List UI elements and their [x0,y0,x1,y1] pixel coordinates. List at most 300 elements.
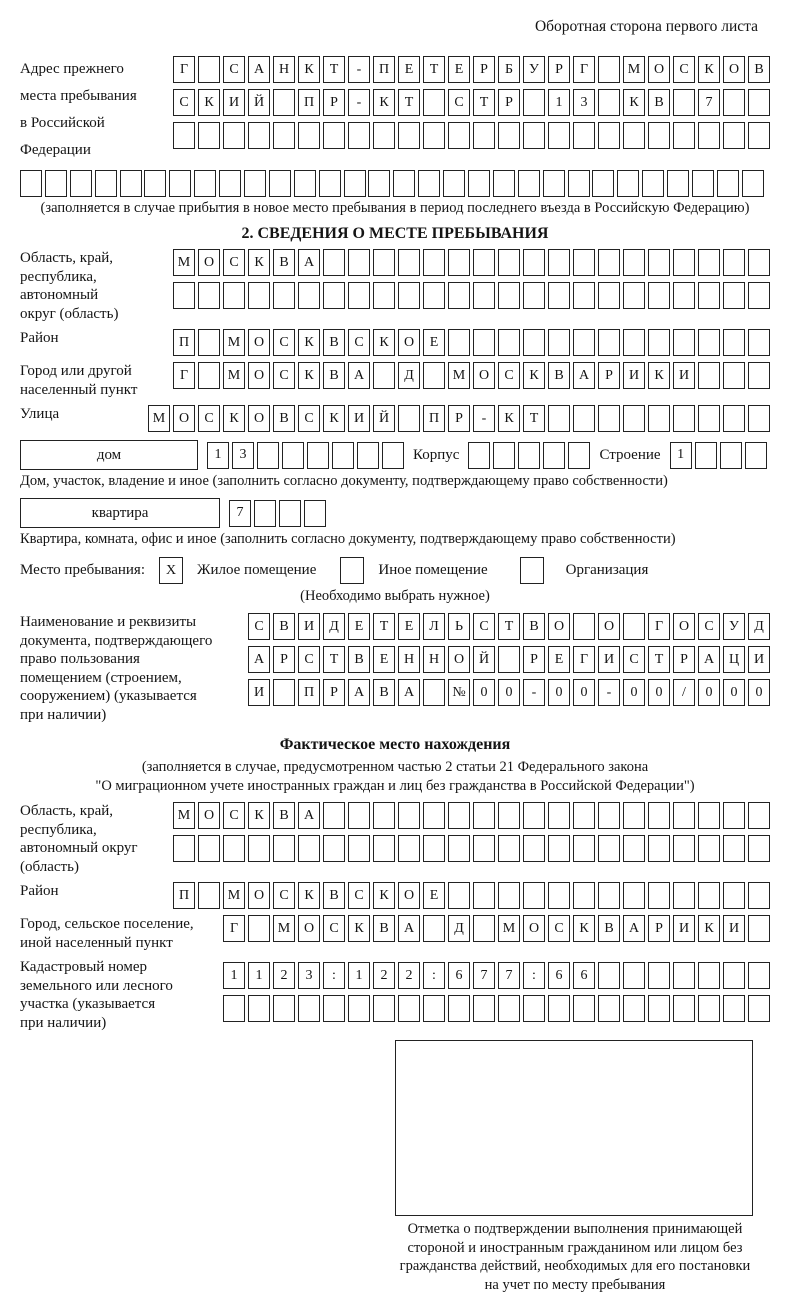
char-cell [273,122,295,149]
char-cell [698,362,720,389]
char-cell [373,122,395,149]
char-cell [498,329,520,356]
char-cell: Е [398,613,420,640]
char-cell [473,835,495,862]
char-cell [720,442,742,469]
char-cell-row [173,249,770,276]
char-cell [698,282,720,309]
char-cell [223,122,245,149]
char-cell: М [223,362,245,389]
char-cell: 0 [498,679,520,706]
label-line: республика, [20,821,138,840]
char-cell [573,405,595,432]
char-cell [257,442,279,469]
label-line: Город, сельское поселение, [20,915,194,934]
char-cell: С [498,362,520,389]
char-cell: Й [248,89,270,116]
district-label: Район [20,329,59,348]
char-cell: А [698,646,720,673]
char-cell [623,249,645,276]
char-cell-row [207,442,404,469]
char-cell-row [173,329,770,356]
char-cell [373,249,395,276]
char-cell: С [273,329,295,356]
char-cell [348,282,370,309]
char-cell [523,89,545,116]
actual-district-field [20,882,770,909]
label-line: населенный пункт [20,381,137,400]
char-cell: 2 [398,962,420,989]
confirmation-stamp-box [395,1040,753,1216]
actual-district-label: Район [20,882,59,901]
char-cell: О [248,882,270,909]
char-cell: М [173,802,195,829]
char-cell [723,405,745,432]
checkbox-residential: X [159,557,183,584]
label-line: (область) [20,858,138,877]
char-cell [173,282,195,309]
char-cell [667,170,689,197]
char-cell [448,995,470,1022]
char-cell: 7 [473,962,495,989]
char-cell [398,802,420,829]
char-cell [273,282,295,309]
char-cell [573,329,595,356]
char-cell [423,915,445,942]
char-cell [568,442,590,469]
option-organization-label: Организация [566,562,649,579]
char-cell [398,405,420,432]
char-cell: О [523,915,545,942]
char-cell [523,122,545,149]
char-cell [748,362,770,389]
char-cell [323,122,345,149]
char-cell [592,170,614,197]
char-cell [473,282,495,309]
char-cell: У [723,613,745,640]
char-cell [323,249,345,276]
actual-location-note [20,758,770,796]
char-cell [623,995,645,1022]
city-field [20,362,770,399]
char-cell: И [623,362,645,389]
actual-location-title: Фактическое место нахождения [20,736,770,754]
char-cell: О [198,249,220,276]
char-cell [448,835,470,862]
char-cell: Г [648,613,670,640]
char-cell: 1 [670,442,692,469]
char-cell [173,835,195,862]
char-cell [723,89,745,116]
char-cell [448,282,470,309]
char-cell: Н [398,646,420,673]
char-cell [269,170,291,197]
char-cell [748,122,770,149]
char-cell [144,170,166,197]
char-cell [398,122,420,149]
label-line: сооружением) (указывается [20,687,212,706]
char-cell [698,405,720,432]
char-cell: М [623,56,645,83]
char-cell [273,89,295,116]
char-cell [723,882,745,909]
char-cell: В [348,646,370,673]
char-cell: Г [223,915,245,942]
char-cell: И [673,915,695,942]
char-cell [273,679,295,706]
char-cell [254,500,276,527]
char-cell: В [548,362,570,389]
char-cell [323,802,345,829]
char-cell: М [448,362,470,389]
char-cell: М [223,329,245,356]
char-cell [723,362,745,389]
char-cell [448,122,470,149]
char-cell [448,802,470,829]
char-cell [673,282,695,309]
char-cell [448,882,470,909]
char-cell: С [223,249,245,276]
char-cell [692,170,714,197]
house-note: Дом, участок, владение и иное (заполнить согласно документу, подтверждающему право собственности) [20,473,770,490]
char-cell: В [323,329,345,356]
char-cell [198,362,220,389]
char-cell [742,170,764,197]
stay-type-note: (Необходимо выбрать нужное) [20,588,770,605]
char-cell [698,802,720,829]
char-cell: Т [423,56,445,83]
char-cell [198,56,220,83]
char-cell [194,170,216,197]
char-cell: № [448,679,470,706]
char-cell: О [673,613,695,640]
char-cell: Т [473,89,495,116]
char-cell-row [248,613,770,640]
region-label [20,249,118,323]
char-cell [219,170,241,197]
char-cell [319,170,341,197]
char-cell: Е [423,329,445,356]
char-cell: К [298,329,320,356]
label-line: земельного или лесного [20,977,173,996]
char-cell: И [248,679,270,706]
char-cell: В [273,405,295,432]
label-line: в Российской [20,110,137,137]
char-cell [548,995,570,1022]
char-cell: С [248,613,270,640]
char-cell [373,835,395,862]
section2-title: 2. СВЕДЕНИЯ О МЕСТЕ ПРЕБЫВАНИЯ [20,225,770,243]
char-cell: Р [523,646,545,673]
label-line: Федерации [20,137,137,164]
char-cell: С [223,56,245,83]
page-side-note: Оборотная сторона первого листа [20,18,770,36]
char-cell: Е [373,646,395,673]
char-cell [223,835,245,862]
char-cell [648,249,670,276]
char-cell: О [298,915,320,942]
char-cell [548,405,570,432]
char-cell [548,882,570,909]
char-cell [523,282,545,309]
char-cell [373,282,395,309]
char-cell [748,249,770,276]
actual-city-label [20,915,194,952]
char-cell: К [698,915,720,942]
char-cell: С [348,882,370,909]
char-cell [357,442,379,469]
char-cell [698,882,720,909]
char-cell: А [348,679,370,706]
char-cell: О [473,362,495,389]
char-cell: Г [573,56,595,83]
char-cell: Г [173,362,195,389]
char-cell [523,249,545,276]
actual-region-field [20,802,770,876]
char-cell [623,122,645,149]
char-cell [468,170,490,197]
char-cell [617,170,639,197]
char-cell: М [173,249,195,276]
char-cell: В [273,249,295,276]
label-line: при наличии) [20,1014,173,1033]
char-cell [304,500,326,527]
char-cell: П [173,329,195,356]
char-cell: 3 [573,89,595,116]
char-cell: С [273,362,295,389]
char-cell [498,802,520,829]
char-cell: Т [323,646,345,673]
char-cell [648,995,670,1022]
char-cell [698,962,720,989]
char-cell [723,329,745,356]
char-cell: К [323,405,345,432]
char-cell [273,995,295,1022]
char-cell: А [573,362,595,389]
char-cell [198,835,220,862]
char-cell: - [473,405,495,432]
region-cells [173,249,770,309]
char-cell [498,835,520,862]
char-cell: К [298,882,320,909]
char-cell: С [623,646,645,673]
char-cell [723,995,745,1022]
char-cell [623,405,645,432]
char-cell [523,329,545,356]
char-cell: И [673,362,695,389]
actual-location-note-line2: "О миграционном учете иностранных граждан и лиц без гражданства в Российской Федерации") [20,777,770,796]
char-cell: С [548,915,570,942]
checkbox-organization [520,557,544,584]
char-cell [748,882,770,909]
char-cell [468,442,490,469]
prev-address-note: (заполняется в случае прибытия в новое место пребывания в период последнего въезда в Российскую Федерацию) [20,200,770,217]
char-cell: Г [573,646,595,673]
char-cell [673,882,695,909]
char-cell [473,249,495,276]
label-line: право пользования [20,650,212,669]
char-cell [498,882,520,909]
char-cell [748,962,770,989]
char-cell [498,249,520,276]
char-cell [623,613,645,640]
char-cell [348,122,370,149]
char-cell [248,915,270,942]
char-cell [418,170,440,197]
char-cell: 0 [573,679,595,706]
char-cell [20,170,42,197]
char-cell [698,835,720,862]
char-cell [648,835,670,862]
char-cell [348,995,370,1022]
char-cell: М [148,405,170,432]
char-cell: А [298,249,320,276]
char-cell: 6 [573,962,595,989]
char-cell [723,249,745,276]
region-field [20,249,770,323]
char-cell: К [623,89,645,116]
char-cell [723,962,745,989]
char-cell: К [373,329,395,356]
char-cell-row [223,995,770,1022]
char-cell-row [173,882,770,909]
char-cell: 0 [548,679,570,706]
char-cell-row [670,442,767,469]
label-line: Наименование и реквизиты [20,613,212,632]
char-cell [673,405,695,432]
char-cell [443,170,465,197]
char-cell: О [548,613,570,640]
char-cell: В [373,915,395,942]
char-cell: С [298,405,320,432]
char-cell [368,170,390,197]
char-cell [298,122,320,149]
char-cell: Ь [448,613,470,640]
char-cell: В [373,679,395,706]
char-cell [748,802,770,829]
char-cell [173,122,195,149]
char-cell: П [298,679,320,706]
char-cell [723,835,745,862]
char-cell: О [248,362,270,389]
street-label: Улица [20,405,59,424]
char-cell: Е [398,56,420,83]
char-cell: А [298,802,320,829]
document-label [20,613,212,724]
char-cell [282,442,304,469]
char-cell: К [373,89,395,116]
char-cell [373,362,395,389]
char-cell [623,329,645,356]
char-cell [573,249,595,276]
house-box: дом [20,440,198,470]
char-cell: С [298,646,320,673]
char-cell [598,882,620,909]
char-cell [294,170,316,197]
char-cell [70,170,92,197]
char-cell: И [723,915,745,942]
char-cell [698,329,720,356]
char-cell: : [323,962,345,989]
char-cell: Н [273,56,295,83]
actual-region-cells [173,802,770,862]
char-cell [498,995,520,1022]
char-cell: А [398,915,420,942]
char-cell: С [198,405,220,432]
char-cell [673,835,695,862]
char-cell: Т [648,646,670,673]
char-cell [423,362,445,389]
char-cell [748,89,770,116]
char-cell: В [648,89,670,116]
char-cell: 6 [548,962,570,989]
char-cell [623,962,645,989]
char-cell [548,329,570,356]
char-cell [244,170,266,197]
label-line: Отметка о подтверждении выполнения принимающей [350,1220,800,1239]
actual-location-note-line1: (заполняется в случае, предусмотренном частью 2 статьи 21 Федерального закона [20,758,770,777]
char-cell: К [248,802,270,829]
char-cell: В [273,802,295,829]
korpus-label: Корпус [413,447,459,464]
apartment-note: Квартира, комната, офис и иное (заполнить согласно документу, подтверждающему право собственности) [20,531,770,548]
char-cell: И [598,646,620,673]
char-cell [198,329,220,356]
char-cell-row [173,122,770,149]
char-cell: К [648,362,670,389]
char-cell [198,282,220,309]
char-cell [598,405,620,432]
char-cell [248,282,270,309]
char-cell [648,882,670,909]
char-cell [723,802,745,829]
char-cell: - [348,56,370,83]
char-cell: Т [373,613,395,640]
char-cell: К [348,915,370,942]
char-cell: В [323,882,345,909]
char-cell [473,122,495,149]
char-cell [423,89,445,116]
char-cell [748,835,770,862]
char-cell: О [723,56,745,83]
char-cell [248,995,270,1022]
char-cell [493,442,515,469]
char-cell [518,442,540,469]
char-cell: С [348,329,370,356]
char-cell [548,802,570,829]
label-line: Адрес прежнего [20,56,137,83]
label-line: на учет по месту пребывания [350,1276,800,1294]
char-cell: В [323,362,345,389]
char-cell [543,442,565,469]
char-cell [398,249,420,276]
char-cell: 2 [373,962,395,989]
char-cell [673,122,695,149]
char-cell [307,442,329,469]
char-cell [523,882,545,909]
char-cell [748,915,770,942]
char-cell [448,249,470,276]
char-cell [673,995,695,1022]
option-residential-label: Жилое помещение [197,562,316,579]
cadastral-cells [223,962,770,1022]
label-line: иной населенный пункт [20,934,194,953]
char-cell [323,282,345,309]
char-cell [748,282,770,309]
prev-address-cells [173,56,770,149]
house-row [20,440,770,470]
char-cell: О [648,56,670,83]
